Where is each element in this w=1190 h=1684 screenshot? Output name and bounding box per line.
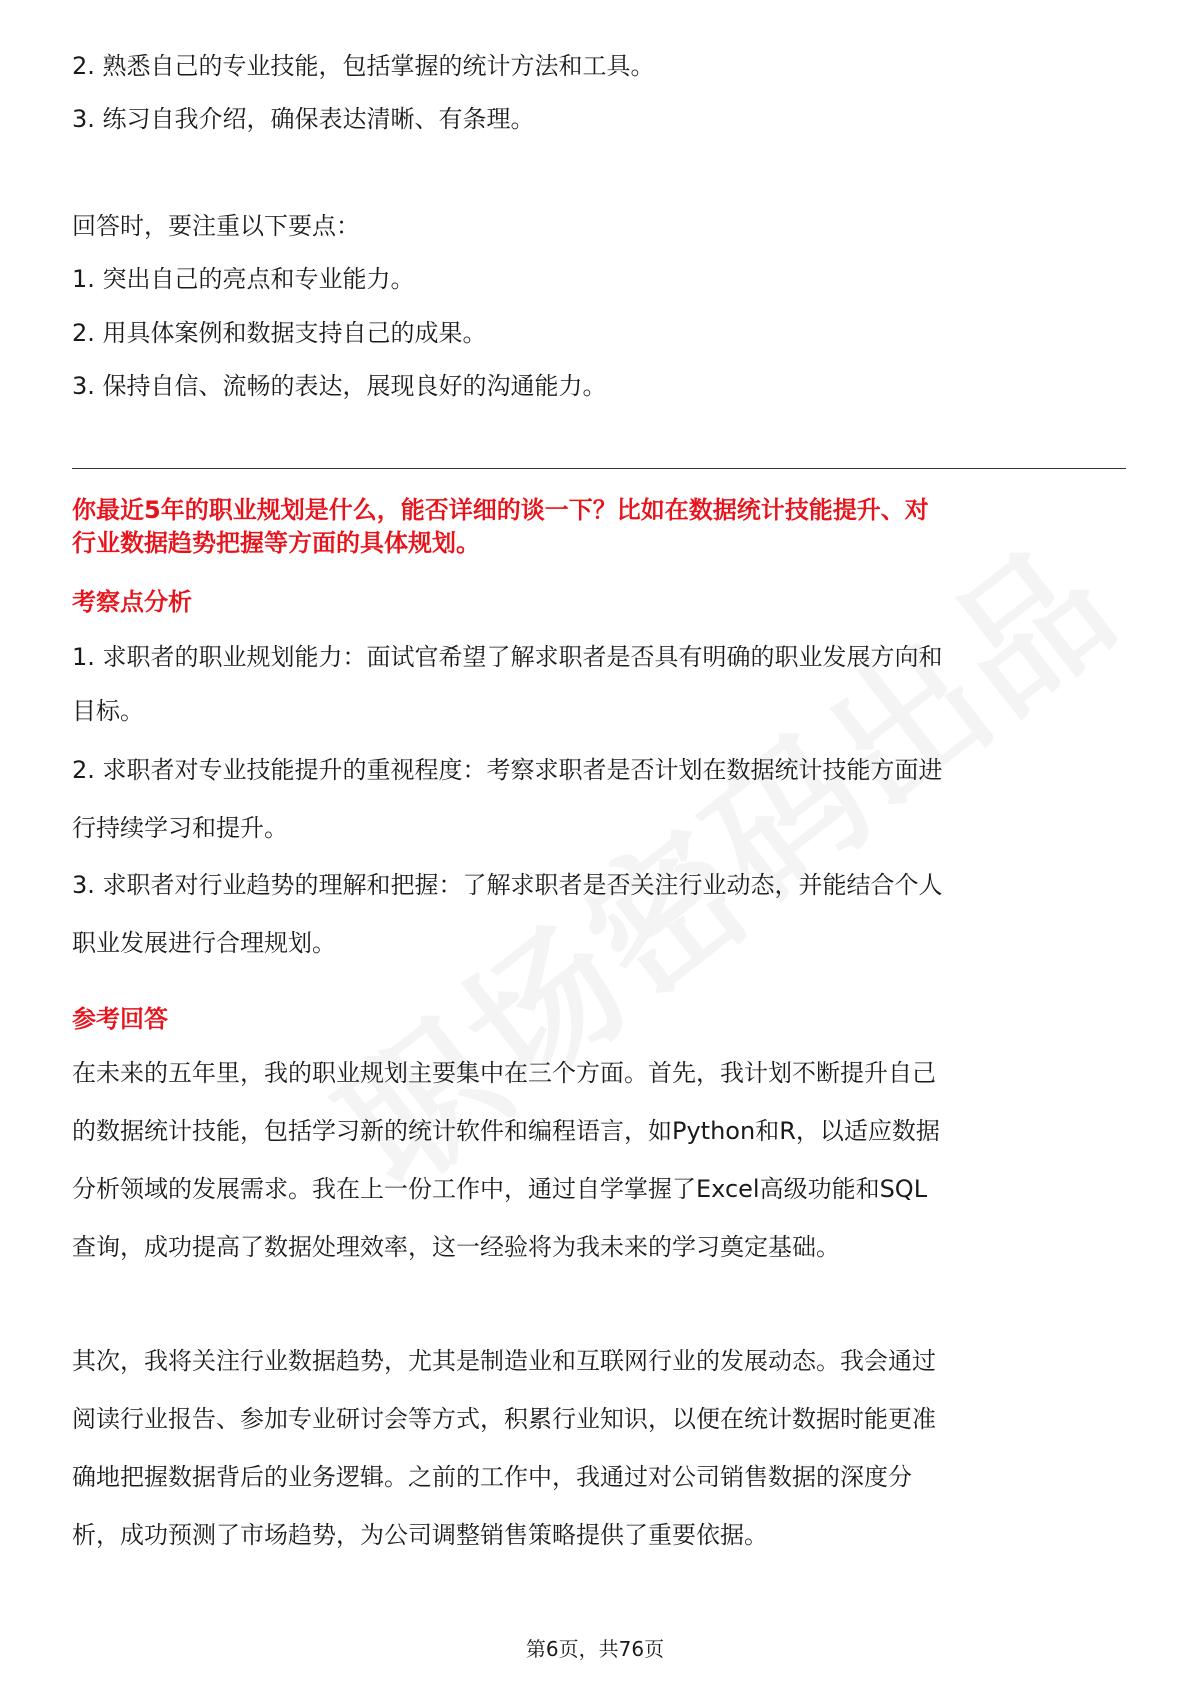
analysis-line: 目标。 xyxy=(72,697,144,725)
answer-point: 3. 保持自信、流畅的表达，展现良好的沟通能力。 xyxy=(72,372,607,400)
analysis-line: 职业发展进行合理规划。 xyxy=(72,929,336,957)
answer-point: 1. 突出自己的亮点和专业能力。 xyxy=(72,265,415,293)
reference-line: 确地把握数据背后的业务逻辑。之前的工作中，我通过对公司销售数据的深度分 xyxy=(72,1463,912,1491)
page-number: 第6页，共76页 xyxy=(525,1637,665,1661)
reference-heading: 参考回答 xyxy=(72,1005,168,1033)
question-line: 你最近5年的职业规划是什么，能否详细的谈一下？比如在数据统计技能提升、对 xyxy=(72,496,929,524)
reference-line: 在未来的五年里，我的职业规划主要集中在三个方面。首先，我计划不断提升自己 xyxy=(72,1059,936,1087)
reference-line: 分析领域的发展需求。我在上一份工作中，通过自学掌握了Excel高级功能和SQL xyxy=(72,1175,928,1203)
analysis-line: 1. 求职者的职业规划能力：面试官希望了解求职者是否具有明确的职业发展方向和 xyxy=(72,643,943,671)
reference-line: 阅读行业报告、参加专业研讨会等方式，积累行业知识，以便在统计数据时能更准 xyxy=(72,1405,936,1433)
reference-line: 析，成功预测了市场趋势，为公司调整销售策略提供了重要依据。 xyxy=(72,1521,768,1549)
analysis-heading: 考察点分析 xyxy=(72,588,192,616)
prep-item: 2. 熟悉自己的专业技能，包括掌握的统计方法和工具。 xyxy=(72,52,655,80)
analysis-line: 2. 求职者对专业技能提升的重视程度：考察求职者是否计划在数据统计技能方面进 xyxy=(72,756,943,784)
section-divider xyxy=(72,468,1126,469)
prep-item: 3. 练习自我介绍，确保表达清晰、有条理。 xyxy=(72,105,535,133)
reference-line: 查询，成功提高了数据处理效率，这一经验将为我未来的学习奠定基础。 xyxy=(72,1233,840,1261)
analysis-line: 行持续学习和提升。 xyxy=(72,814,288,842)
question-line: 行业数据趋势把握等方面的具体规划。 xyxy=(72,529,480,557)
analysis-line: 3. 求职者对行业趋势的理解和把握：了解求职者是否关注行业动态，并能结合个人 xyxy=(72,871,943,899)
answer-point: 2. 用具体案例和数据支持自己的成果。 xyxy=(72,319,487,347)
answer-points-heading: 回答时，要注重以下要点： xyxy=(72,212,360,240)
reference-line: 的数据统计技能，包括学习新的统计软件和编程语言，如Python和R，以适应数据 xyxy=(72,1117,940,1145)
reference-line: 其次，我将关注行业数据趋势，尤其是制造业和互联网行业的发展动态。我会通过 xyxy=(72,1347,936,1375)
